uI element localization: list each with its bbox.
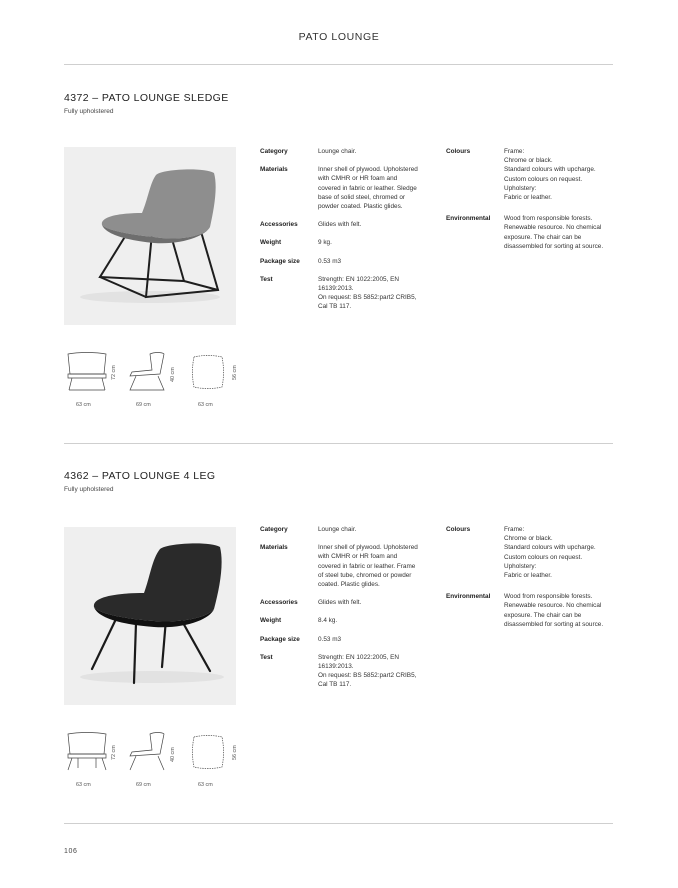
spec-value-line: Upholstery: — [504, 184, 537, 192]
spec-value-line: 9 kg. — [318, 239, 332, 247]
spec-row-environmental — [446, 214, 626, 251]
spec-value — [318, 616, 438, 625]
spec-value — [318, 257, 438, 266]
dim-top-depth: 56 cm — [232, 745, 238, 760]
spec-label: Weight — [260, 617, 282, 625]
spec-row-weight — [260, 616, 440, 625]
spec-row-test — [260, 653, 440, 690]
product-section-sledge — [0, 92, 678, 472]
dim-front-width: 63 cm — [76, 782, 91, 788]
spec-value-line: Chrome or black. — [504, 535, 553, 543]
section-divider — [64, 443, 613, 444]
spec-value — [318, 525, 438, 534]
spec-value — [318, 147, 438, 156]
dim-side-depth: 69 cm — [136, 402, 151, 408]
side-view-drawing — [124, 352, 170, 392]
spec-value-line: coated. Plastic glides. — [318, 581, 380, 588]
spec-value-line: Strength: EN 1022:2005, EN — [318, 275, 400, 283]
spec-label: Materials — [260, 544, 288, 552]
spec-value-line: Renewable resource. No chemical — [504, 224, 602, 232]
spec-row-test — [260, 275, 440, 312]
spec-row-colours — [446, 525, 626, 580]
product-subtitle: Fully upholstered — [64, 108, 114, 115]
spec-value-line: Custom colours on request. — [504, 175, 583, 183]
spec-row-weight — [260, 238, 440, 247]
dimension-drawings — [64, 348, 264, 408]
product-photo — [64, 147, 236, 325]
spec-label: Materials — [260, 166, 288, 174]
spec-value-line: covered in fabric or leather. Frame — [318, 562, 416, 570]
dim-height: 72 cm — [111, 365, 117, 380]
spec-row-colours — [446, 147, 626, 202]
dim-height: 72 cm — [111, 745, 117, 760]
spec-label: Weight — [260, 239, 282, 247]
product-subtitle: Fully upholstered — [64, 486, 114, 493]
product-photo — [64, 527, 236, 705]
spec-value-line: exposure. The chair can be — [504, 233, 582, 241]
dim-side-depth: 69 cm — [136, 782, 151, 788]
spec-value — [318, 543, 438, 589]
spec-value-line: Glides with felt. — [318, 599, 362, 607]
spec-row-materials — [260, 543, 440, 589]
spec-label: Colours — [446, 148, 471, 155]
page-header-title: PATO LOUNGE — [298, 31, 380, 43]
spec-value — [318, 653, 438, 690]
dim-front-width: 63 cm — [76, 402, 91, 408]
spec-value-line: powder coated. Plastic glides. — [318, 203, 403, 210]
spec-value — [504, 214, 624, 251]
spec-row-environmental — [446, 592, 626, 629]
spec-value-line: 16139:2013. — [318, 285, 354, 292]
spec-value-line: Fabric or leather. — [504, 194, 552, 202]
spec-value-line: Upholstery: — [504, 562, 537, 570]
spec-value-line: Custom colours on request. — [504, 553, 583, 561]
spec-label: Test — [260, 275, 273, 283]
spec-value-line: Inner shell of plywood. Upholstered — [318, 166, 418, 174]
dim-seat-height: 40 cm — [170, 367, 176, 382]
spec-value-line: 16139:2013. — [318, 663, 354, 670]
spec-label: Category — [260, 526, 288, 533]
spec-label: Accessories — [260, 599, 298, 607]
spec-value — [504, 147, 624, 202]
product-title: 4362 – PATO LOUNGE 4 LEG — [64, 470, 216, 482]
spec-value — [318, 598, 438, 607]
spec-value-line: with CMHR or HR foam and — [318, 553, 398, 561]
top-view-drawing — [190, 354, 226, 390]
spec-value-line: Frame: — [504, 526, 525, 533]
spec-label: Environmental — [446, 215, 491, 223]
spec-label: Accessories — [260, 221, 298, 229]
spec-value-line: 8.4 kg. — [318, 617, 338, 625]
spec-label: Package size — [260, 257, 300, 265]
spec-row-category — [260, 147, 440, 156]
spec-label: Category — [260, 148, 288, 155]
spec-label: Test — [260, 653, 273, 661]
dim-top-depth: 56 cm — [232, 365, 238, 380]
spec-value-line: Lounge chair. — [318, 148, 357, 155]
spec-value — [318, 635, 438, 644]
spec-value-line: Glides with felt. — [318, 221, 362, 229]
spec-value-line: Fabric or leather. — [504, 572, 552, 580]
chair-image-sledge — [64, 147, 236, 325]
spec-value — [318, 238, 438, 247]
spec-value-line: covered in fabric or leather. Sledge — [318, 184, 417, 192]
spec-row-category — [260, 525, 440, 534]
spec-value-line: Frame: — [504, 148, 525, 155]
spec-value — [318, 165, 438, 211]
spec-value-line: Chrome or black. — [504, 157, 553, 165]
spec-value-line: disassembled for sorting at source. — [504, 242, 604, 250]
spec-value-line: Inner shell of plywood. Upholstered — [318, 544, 418, 552]
spec-value-line: exposure. The chair can be — [504, 611, 582, 619]
chair-image-4-leg — [64, 527, 236, 705]
front-view-drawing — [64, 352, 110, 392]
spec-row-package-size — [260, 635, 440, 644]
spec-label: Environmental — [446, 593, 491, 601]
spec-value — [318, 220, 438, 229]
spec-value — [504, 525, 624, 580]
spec-value-line: Wood from responsible forests. — [504, 215, 593, 223]
top-view-drawing — [190, 734, 226, 770]
spec-value-line: Cal TB 117. — [318, 303, 352, 311]
spec-row-accessories — [260, 220, 440, 229]
dimension-drawings — [64, 728, 264, 788]
side-view-drawing — [124, 732, 170, 772]
spec-value-line: of steel tube, chromed or powder — [318, 571, 412, 579]
spec-row-accessories — [260, 598, 440, 607]
header-divider — [64, 64, 613, 65]
dim-top-width: 63 cm — [198, 402, 213, 408]
dim-seat-height: 40 cm — [170, 747, 176, 762]
spec-row-materials — [260, 165, 440, 211]
spec-value-line: Renewable resource. No chemical — [504, 602, 602, 610]
spec-value-line: On request: BS 5852:part2 CRIB5, — [318, 672, 417, 680]
spec-label: Package size — [260, 635, 300, 643]
spec-value-line: 0.53 m3 — [318, 635, 342, 643]
spec-value-line: Lounge chair. — [318, 526, 357, 533]
spec-value-line: On request: BS 5852:part2 CRIB5, — [318, 294, 417, 302]
spec-value-line: Cal TB 117. — [318, 681, 352, 689]
dim-top-width: 63 cm — [198, 782, 213, 788]
spec-value-line: base of solid steel, chromed or — [318, 193, 406, 201]
page-number: 106 — [64, 848, 78, 855]
front-view-drawing — [64, 732, 110, 772]
spec-value-line: Standard colours with upcharge. — [504, 544, 596, 552]
product-title: 4372 – PATO LOUNGE SLEDGE — [64, 92, 229, 104]
spec-value-line: Wood from responsible forests. — [504, 593, 593, 601]
spec-value — [318, 275, 438, 312]
spec-value-line: with CMHR or HR foam and — [318, 175, 398, 183]
spec-label: Colours — [446, 526, 471, 533]
footer-divider — [64, 823, 613, 824]
spec-value-line: Strength: EN 1022:2005, EN — [318, 653, 400, 661]
spec-value — [504, 592, 624, 629]
spec-row-package-size — [260, 257, 440, 266]
spec-value-line: 0.53 m3 — [318, 257, 342, 265]
spec-value-line: disassembled for sorting at source. — [504, 620, 604, 628]
spec-value-line: Standard colours with upcharge. — [504, 166, 596, 174]
product-section-4-leg — [0, 470, 678, 850]
